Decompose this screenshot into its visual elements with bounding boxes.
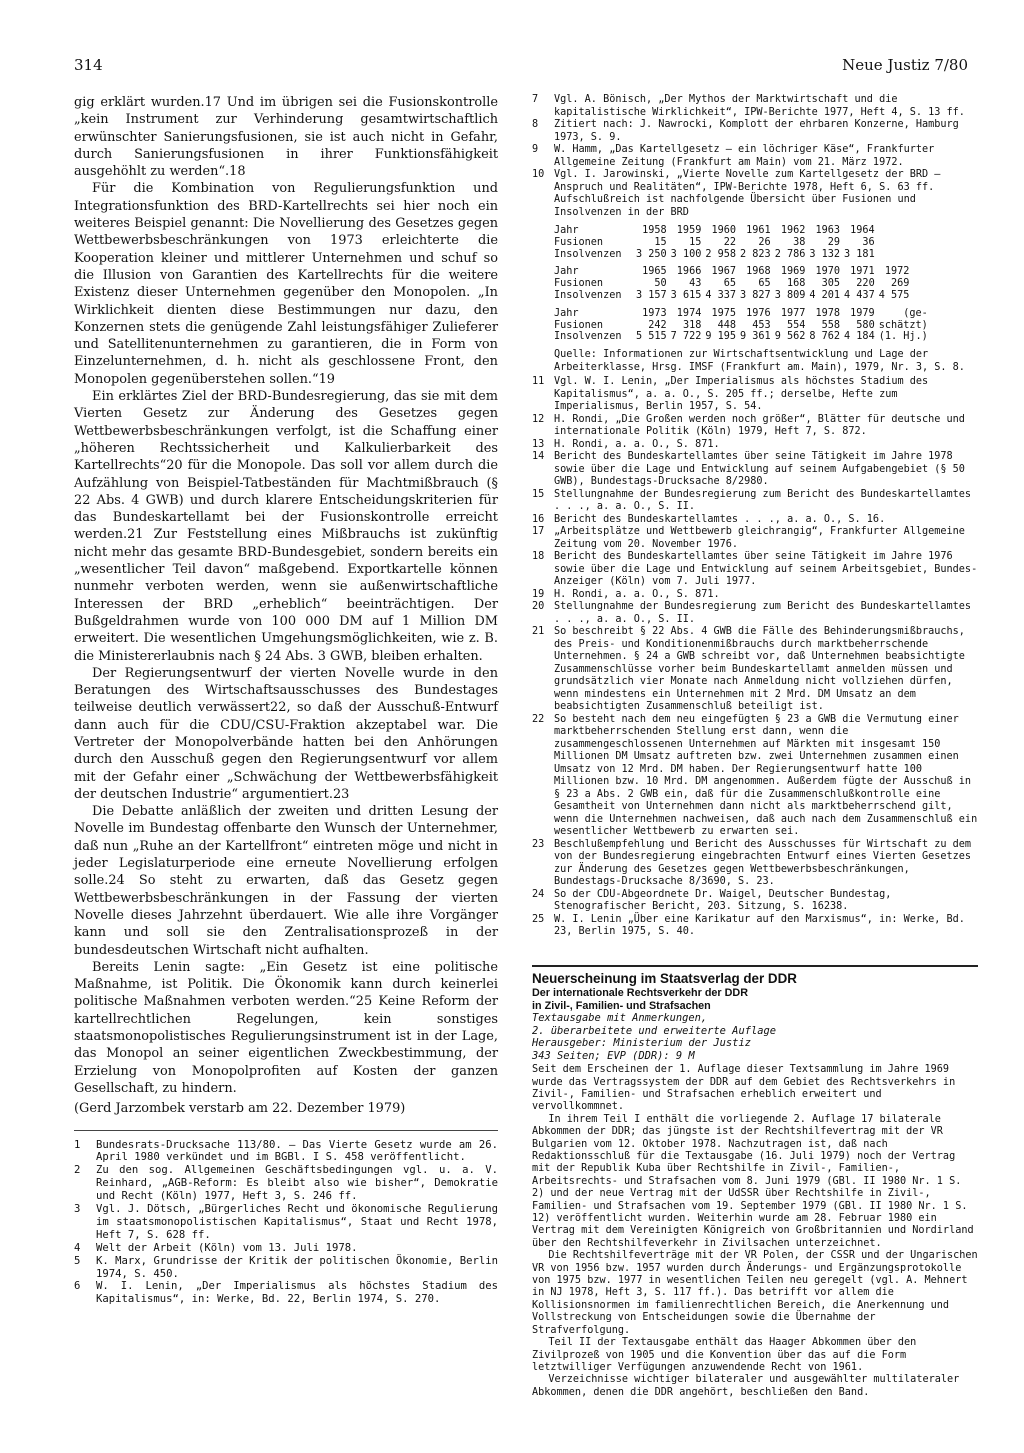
footnote [532, 601, 978, 626]
footnote [74, 1139, 498, 1165]
footnote [532, 376, 978, 414]
footnotes-left [74, 1139, 498, 1307]
table-cell: 1959 [676, 225, 702, 236]
footnote-text: So beschreibt § 22 Abs. 4 GWB die Fälle des Behinderungsmißbrauchs, des Preis- und Konditionenmißbrauchs durch marktbeherrschende Unternehmen. § 24 a GWB schreibt vor, daß Unternehmen beabsichtigte Zusammenschlüsse vorher beim Bundeskartellamt anmelden müssen und grundsätzlich vier Monate nach Anmeldung nicht vollziehen dürfen, wenn mindestens ein Unternehmen mit 2 Mrd. DM Umsatz an dem beabsichtigten Zusammenschluß beteiligt ist. [554, 626, 965, 713]
footnote-text: Zu den sog. Allgemeinen Geschäftsbedingungen vgl. u. a. V. Reinhard, „AGB-Reform: Es bleibt also wie bisher“, Demokratie und Recht (Köln) 1977, Heft 3, S. 246 ff. [96, 1164, 498, 1203]
table-cell: 38 [793, 236, 806, 248]
notice-paragraph: In ihrem Teil I enthält die vorliegende 2. Auflage 17 bilaterale Abkommen der DDR; das jüngste ist der Rechtshilfevertrag mit der VR Bulgarien vom 12. Oktober 1978. Nachzutragen ist, daß nach Redaktionsschluß für die Textausgabe (16. Juli 1979) noch der Vertrag mit der Republik Kuba über Rechtshilfe in Zivil-, Familien-, Arbeitsrechts- und Strafsachen vom 8. Juni 1979 (GBl. II 1980 Nr. 1 S. 2) und der neue Vertrag mit der UdSSR über Rechtshilfe in Zivil-, Familien- und Strafsachen vom 19. September 1979 (GBl. II 1980 Nr. 1 S. 12) veröffentlicht wurden. Weiterhin wurde am 28. Februar 1980 ein Vertrag mit dem Vereinigten Königreich von Großbritannien und Nordirland über den Rechtshilfeverkehr in Zivilsachen unterzeichnet. [532, 1113, 974, 1249]
footnote-number: 21 [532, 626, 545, 638]
page-header [74, 56, 968, 78]
footnote [74, 1255, 498, 1281]
footnote-number: 5 [74, 1254, 81, 1267]
table-cell: 558 [821, 319, 841, 331]
table-cell: 9 195 [705, 331, 737, 343]
book-details [532, 1012, 978, 1062]
footnote-number: 1 [74, 1138, 81, 1151]
table-cell: 220 [856, 278, 875, 290]
footnote-number: 25 [532, 913, 545, 925]
table-cell: 3 250 [636, 248, 667, 260]
footnote-text: So der CDU-Abgeordnete Dr. Waigel, Deutscher Bundestag, Stenografischer Bericht, 203. Sitzung, S. 16238. [554, 888, 892, 913]
footnote-number: 18 [532, 551, 545, 563]
body-paragraph: Für die Kombination von Regulierungsfunktion und Integrationsfunktion des BRD-Kartellrechts sei hier noch ein weiteres Beispiel genannt: Die Novellierung des Gesetzes gegen Wettbewerbsbeschränkungen von 1973 erleichterte die Kooperation kleiner und mittlerer Unternehmen und schuf so die Illusion von Garantien des Kartellrechts für die weitere Existenz dieser Unternehmen gegenüber den Monopolen. „In Wirklichkeit dienten diese Bestimmungen nur dazu, den Konzernen stets die genügende Zahl leistungsfähiger Zulieferer und Satellitenunternehmen zu garantieren, die in Form von Einzelunternehmen, d. h. nicht als geschlossene Front, den Monopolen gegenüberstehen sollen.“19 [74, 181, 498, 387]
row-label: Fusionen [554, 319, 604, 331]
book-detail-line: Textausgabe mit Anmerkungen, [532, 1012, 708, 1025]
footnote [532, 169, 978, 219]
footnote-text: Zitiert nach: J. Nawrocki, Komplott der ehrbaren Konzerne, Hamburg 1973, S. 9. [554, 119, 959, 143]
table-cell: 1979 [850, 307, 875, 319]
footnote-number: 22 [532, 713, 545, 725]
table-cell: 168 [786, 278, 806, 290]
notice-paragraph: Verzeichnisse wichtiger bilateraler und ausgewählter multilateraler Abkommen, denen die DDR angehört, beschließen den Band. [532, 1374, 960, 1398]
notice-paragraph: Seit dem Erscheinen der 1. Auflage dieser Textsammlung im Jahre 1969 wurde das Vertragssystem der DDR auf dem Gebiet des Rechtsverkehrs in Zivil-, Familien- und Strafsachen erheblich erweitert und vervollkommnet. [532, 1064, 956, 1113]
table-cell: 1970 [815, 266, 841, 278]
fusions-row [554, 237, 875, 249]
table-cell: 29 [827, 236, 841, 248]
table-cell: 3 615 [670, 289, 702, 301]
footnote-text: W. I. Lenin, „Der Imperialismus als höchstes Stadium des Kapitalismus“, in: Werke, Bd. 22, Berlin 1974, S. 270. [96, 1280, 498, 1306]
table-cell: 554 [786, 319, 806, 331]
footnote-number: 2 [74, 1164, 81, 1177]
footnote-text: Vgl. A. Bönisch, „Der Mythos der Marktwirtschaft und die kapitalistische Wirklichkeit“, IPW-Berichte 1977, Heft 4, S. 13 ff. [554, 94, 965, 118]
table-cell: (1. Hj.) [878, 331, 928, 343]
footnote-text: W. Hamm, „Das Kartellgesetz — ein löchriger Käse“, Frankfurter Allgemeine Zeitung (Frankfurt am Main) vom 21. März 1972. [554, 144, 935, 168]
footnote-text: K. Marx, Grundrisse der Kritik der politischen Ökonomie, Berlin 1974, S. 450. [96, 1254, 498, 1280]
table-cell: 2 786 [774, 248, 806, 260]
table-cell: 65 [723, 278, 737, 290]
fusions-row [554, 278, 909, 290]
table-cell: 4 437 [844, 289, 875, 301]
footnote-number: 4 [74, 1241, 81, 1254]
page-number: 314 [74, 56, 103, 74]
footnote [532, 714, 978, 839]
right-column [532, 94, 978, 1399]
table-cell: 448 [717, 319, 737, 331]
notice-paragraph: Die Rechtshilfeverträge mit der VR Polen, der CSSR und der Ungarischen VR von 1956 bzw. 1957 wurden durch Änderungs- und Ergänzungsprotokolle von 1975 bzw. 1977 in wesentlichen Teilen neu geregelt (vgl. A. Mehnert in NJ 1978, Heft 3, S. 117 ff.). Das betrifft vor allem die Kollisionsnormen im familienrechtlichen Bereich, die Anerkennung und Vollstreckung von Entscheidungen sowie die Übernahme der Strafverfolgung. [532, 1250, 978, 1336]
footnote [532, 451, 978, 489]
footnote [532, 119, 978, 144]
footnote-text: Stellungnahme der Bundesregierung zum Bericht des Bundeskartellamtes . . ., a. a. O., S. II. [554, 488, 972, 513]
footnote [532, 144, 978, 169]
insolvencies-row [554, 290, 909, 302]
table-cell: 43 [689, 278, 702, 290]
book-detail-line: Herausgeber: Ministerium der Justiz [532, 1037, 751, 1050]
footnote [532, 514, 978, 527]
footnote-number: 13 [532, 438, 545, 450]
footnote-text: Bundesrats-Drucksache 113/80. — Das Vierte Gesetz wurde am 26. April 1980 verkündet und im BGBl. I S. 458 veröffentlicht. [96, 1138, 498, 1164]
body-paragraph: Ein erklärtes Ziel der BRD-Bundesregierung, das sie mit dem Vierten Gesetz zur Änderung des Gesetzes gegen Wettbewerbsbeschränkungen verfolgt, ist die Schaffung einer „höheren Rechtssicherheit und Kalkulierbarkeit des Kartellrechts“20 für die Monopole. Das soll vor allem durch die Aufzählung von Beispiel-Tatbeständen für Machtmißbrauch (§ 22 Abs. 4 GWB) und durch klarere Entscheidungskriterien für das Bundeskartellamt bei der Fusionskontrolle erreicht werden.21 Zur Feststellung eines Mißbrauchs ist zukünftig nicht mehr das gesamte BRD-Bundesgebiet, sondern bereits ein „wesentlicher Teil davon“ maßgebend. Exportkartelle können nunmehr verboten werden, wenn sie außenwirtschaftliche Interessen der BRD „erheblich“ beeinträchtigen. Der Bußgeldrahmen wurde von 100 000 DM auf 1 Million DM erweitert. Die wesentlichen Umgehungsmöglichkeiten, wie z. B. die Ministererlaubnis nach § 24 Abs. 3 GWB, bleiben erhalten. [74, 389, 498, 664]
book-subtitle: in Zivil-, Familien- und Strafsachen [532, 999, 711, 1012]
table-cell: 36 [862, 236, 875, 248]
footnote-text: So besteht nach dem neu eingefügten § 23 a GWB die Vermutung einer marktbeherrschenden Stellung erst dann, wenn die zusammengeschlossenen Unternehmen auf Märkten mit insgesamt 150 Millionen DM Umsatz auftreten bzw. zwei Unternehmen zusammen einen Umsatz von 12 Mrd. DM haben. Der Regierungsentwurf hatte 100 Millionen bzw. 10 Mrd. DM angenommen. Außerdem fügte der Ausschuß in § 23 a Abs. 2 GWB ein, daß für die Zusammenschlußkontrolle eine Gesamtheit von Unternehmen dann nicht als marktbeherrschend gilt, wenn die Unternehmen nachweisen, daß auch nach dem Zusammenschluß ein wesentlicher Wettbewerb zu erwarten sei. [554, 713, 978, 838]
footnote-text: Vgl. I. Jarowinski, „Vierte Novelle zum Kartellgesetz der BRD — Anspruch und Realitäten“, IPW-Berichte 1978, Heft 6, S. 63 ff. Aufschlußreich ist nachfolgende Übersicht über Fusionen und Insolvenzen in der BRD [554, 169, 941, 218]
footnote-text: Bericht des Bundeskartellamtes über seine Tätigkeit im Jahre 1976 sowie über die Lage und Entwicklung auf seinem Arbeitsgebiet, Bundes-Anzeiger (Köln) vom 7. Juli 1977. [554, 551, 978, 588]
table-cell: 305 [821, 278, 841, 290]
footnote-number: 8 [532, 119, 539, 130]
table-cell: 453 [752, 319, 771, 331]
table-cell: 1972 [884, 266, 910, 278]
table-cell: 3 132 [809, 248, 841, 260]
footnote-number: 20 [532, 601, 545, 613]
footnote-number: 11 [532, 376, 545, 388]
table-cell: 1973 [642, 307, 667, 319]
footnote-number: 19 [532, 588, 545, 600]
table-cell: 1963 [815, 225, 841, 236]
table-cell: 9 562 [774, 331, 806, 343]
footnote [532, 626, 978, 714]
stat-table-block [532, 225, 978, 260]
row-label: Fusionen [554, 236, 604, 248]
footnote [532, 414, 978, 439]
stat-table-block [532, 308, 978, 343]
footnote-text: Bericht des Bundeskartellamtes . . ., a. a. O., S. 16. [554, 513, 886, 525]
author-note: (Gerd Jarzombek verstarb am 22. Dezember 1979) [74, 1101, 406, 1117]
year-row [554, 266, 909, 278]
book-title: Der internationale Rechtsverkehr der DDR [532, 987, 749, 1000]
footnote-text: Vgl. J. Dötsch, „Bürgerliches Recht und ökonomische Regulierung im staatsmonopolistischen Kapitalismus“, Staat und Recht 1978, Heft 7, S. 628 ff. [96, 1203, 498, 1241]
table-cell: 3 809 [774, 289, 806, 301]
row-label: Jahr [554, 266, 579, 278]
insolvencies-row [554, 249, 875, 261]
table-cell: 15 [654, 236, 667, 248]
footnote-number: 6 [74, 1280, 81, 1293]
table-cell: schätzt) [878, 319, 928, 331]
footnote [532, 94, 978, 119]
footnote-number: 3 [74, 1203, 81, 1216]
table-cell: 3 181 [844, 248, 875, 260]
table-cell: 1974 [676, 307, 702, 319]
table-cell: 318 [682, 319, 702, 331]
table-cell: 3 100 [670, 248, 702, 260]
year-row [554, 308, 928, 320]
table-cell: 1961 [746, 225, 771, 236]
insolvencies-row [554, 331, 928, 343]
row-label: Jahr [554, 307, 579, 319]
footnote-number: 14 [532, 451, 545, 463]
table-cell: 1977 [780, 307, 806, 319]
fusions-row [554, 320, 928, 332]
table-cell: 1978 [815, 307, 841, 319]
table-cell: 7 722 [670, 331, 702, 343]
footnote-divider [74, 1130, 498, 1131]
table-cell: 1958 [642, 225, 667, 236]
table-cell: 1965 [642, 266, 667, 278]
footnote-number: 9 [532, 144, 539, 155]
table-cell: 50 [654, 278, 667, 290]
footnote-number: 24 [532, 888, 545, 900]
footnote [532, 589, 978, 602]
table-cell: 580 [856, 319, 875, 331]
table-cell: 1976 [746, 307, 771, 319]
table-cell: 5 515 [636, 331, 667, 343]
footnote [532, 439, 978, 452]
notice-body [532, 1064, 978, 1399]
footnote-number: 17 [532, 526, 545, 538]
table-cell: 22 [723, 236, 737, 248]
footnote-text: Welt der Arbeit (Köln) vom 13. Juli 1978. [96, 1241, 358, 1254]
footnote [532, 551, 978, 589]
journal-issue: Neue Justiz 7/80 [842, 56, 968, 74]
table-cell: 9 361 [740, 331, 771, 343]
footnote [74, 1280, 498, 1306]
table-cell: 65 [758, 278, 771, 290]
table-cell: 1969 [780, 266, 806, 278]
footnote-number: 12 [532, 413, 545, 425]
row-label: Insolvenzen [554, 331, 622, 343]
notice-heading: Neuerscheinung im Staatsverlag der DDR [532, 970, 797, 986]
table-cell: 15 [689, 236, 702, 248]
row-label: Insolvenzen [554, 289, 622, 301]
footnote-text: Vgl. W. I. Lenin, „Der Imperialismus als höchstes Stadium des Kapitalismus“, a. a. O., S. 205 ff.; derselbe, Hefte zum Imperialismus, Berlin 1957, S. 54. [554, 376, 929, 413]
footnote [74, 1203, 498, 1242]
table-cell: 4 575 [878, 289, 910, 301]
footnote-text: H. Rondi, a. a. O., S. 871. [554, 438, 720, 450]
table-cell: 3 827 [740, 289, 771, 301]
table-cell: 2 823 [740, 248, 771, 260]
body-paragraph: Die Debatte anläßlich der zweiten und dritten Lesung der Novelle im Bundestag offenbarte den Wunsch der Unternehmer, daß nun „Ruhe an der Kartellfront“ eintreten möge und nicht in jeder Legislaturperiode eine erneute Novellierung erfolgen solle.24 So steht zu erwarten, daß das Gesetz gegen Wettbewerbsbeschränkungen in der Fassung der vierten Novelle dieses Jahrzehnt überdauert. Wie alle ihre Vorgänger kann und soll sie den Zentralisationsprozeß in der bundesdeutschen Wirtschaft nicht aufhalten. [74, 804, 498, 958]
table-cell: 4 201 [809, 289, 841, 301]
table-cell: 8 762 [809, 331, 841, 343]
footnote-number: 7 [532, 94, 539, 105]
footnote [532, 889, 978, 914]
body-paragraph: gig erklärt wurden.17 Und im übrigen sei die Fusionskontrolle „kein Instrument zur Verhinderung gesamtwirtschaftlich erwünschter Sanierungsfusionen, sie ist auch nicht in Gefahr, durch Sanierungsfusionen in ihrer Funktionsfähigkeit ausgehöhlt zu werden“.18 [74, 95, 498, 180]
footnote-number: 16 [532, 513, 545, 525]
table-cell: 4 184 [844, 331, 875, 343]
body-paragraph: Der Regierungsentwurf der vierten Novelle wurde in den Beratungen des Wirtschaftsausschusses des Bundestages teilweise deutlich verwässert22, so daß der Ausschuß-Entwurf dann auch für die CDU/CSU-Fraktion akzeptabel war. Die Vertreter der Monopolverbände hatten bei den Anhörungen durch den Ausschuß gegen den Regierungsentwurf vor allem mit der Gefahr einer „Schwächung der Wettbewerbsfähigkeit der deutschen Industrie“ argumentiert.23 [74, 665, 498, 802]
footnote-text: H. Rondi, „Die Großen werden noch größer“, Blätter für deutsche und internationale Politik (Köln) 1979, Heft 7, S. 872. [554, 413, 965, 438]
footnote-text: W. I. Lenin „Über eine Karikatur auf den Marxismus“, in: Werke, Bd. 23, Berlin 1975, S. 40. [554, 913, 965, 938]
footnote [532, 489, 978, 514]
table-cell: 1968 [746, 266, 771, 278]
publication-notice [532, 965, 978, 1399]
footnote [74, 1242, 498, 1255]
footnote-number: 23 [532, 838, 545, 850]
left-column [74, 94, 498, 1306]
footnote-text: Beschlußempfehlung und Bericht des Ausschusses für Wirtschaft zu dem von der Bundesregierung eingebrachten Entwurf eines Vierten Gesetzes zur Änderung des Gesetzes gegen Wettbewerbsbeschränkungen, Bundestags-Drucksache 8/3690, S. 23. [554, 838, 972, 888]
year-row [554, 225, 875, 237]
fusion-insolvency-tables [532, 225, 978, 343]
notice-paragraph: Teil II der Textausgabe enthält das Haager Abkommen über den Zivilprozeß von 1905 und die Konvention über das auf die Form letztwilliger Verfügungen anzuwendende Recht von 1961. [532, 1337, 917, 1373]
footnote [532, 914, 978, 939]
footnote-number: 15 [532, 488, 545, 500]
footnote [532, 526, 978, 551]
book-detail-line: 2. überarbeitete und erweiterte Auflage [532, 1024, 776, 1037]
table-cell: 1964 [850, 225, 875, 236]
table-cell: 1966 [676, 266, 702, 278]
table-cell: 26 [758, 236, 771, 248]
footnote-number: 10 [532, 169, 545, 180]
table-cell: 1971 [850, 266, 875, 278]
table-cell: (ge- [903, 307, 928, 319]
row-label: Fusionen [554, 278, 604, 290]
table-cell: 269 [890, 278, 910, 290]
table-cell: 1960 [711, 225, 737, 236]
table-cell: 1962 [780, 225, 806, 236]
body-paragraph: Bereits Lenin sagte: „Ein Gesetz ist eine politische Maßnahme, ist Politik. Die Ökonomik kann durch keinerlei politische Maßnahmen verboten werden.“25 Keine Reform der kartellrechtlichen Regelungen, kein sonstiges staatsmonopolistisches Regulierungsinstrument ist in der Lage, das Monopol an seiner eigentlichen Zweckbestimmung, der Erzielung von Monopolprofiten auf Kosten der ganzen Gesellschaft, zu hindern. [74, 959, 498, 1096]
row-label: Jahr [554, 225, 579, 236]
table-cell: 2 958 [705, 248, 737, 260]
table-cell: 4 337 [705, 289, 737, 301]
table-cell: 1967 [711, 266, 737, 278]
footnote-text: „Arbeitsplätze und Wettbewerb gleichrangig“, Frankfurter Allgemeine Zeitung vom 20. November 1976. [554, 526, 965, 550]
footnote-text: H. Rondi, a. a. O., S. 871. [554, 588, 720, 600]
stat-table [554, 266, 909, 301]
table-source: Quelle: Informationen zur Wirtschaftsentwicklung und Lage der Arbeiterklasse, Hrsg. IMSF (Frankfurt am. Main), 1979, Nr. 3, S. 8. [554, 349, 965, 373]
book-detail-line: 343 Seiten; EVP (DDR): 9 M [532, 1049, 695, 1062]
table-cell: 1975 [711, 307, 737, 319]
stat-table [554, 308, 928, 343]
footnote-text: Stellungnahme der Bundesregierung zum Bericht des Bundeskartellamtes . . ., a. a. O., S. II. [554, 601, 972, 625]
footnote-text: Bericht des Bundeskartellamtes über seine Tätigkeit im Jahre 1978 sowie über die Lage und Entwicklung auf seinem Aufgabengebiet (§ 50 GWB), Bundestags-Drucksache 8/2980. [554, 451, 965, 488]
table-cell: 3 157 [636, 289, 667, 301]
footnote [74, 1164, 498, 1203]
footnote [532, 839, 978, 889]
stat-table [554, 225, 875, 260]
table-cell: 242 [648, 319, 667, 331]
stat-table-block [532, 266, 978, 301]
row-label: Insolvenzen [554, 248, 622, 260]
